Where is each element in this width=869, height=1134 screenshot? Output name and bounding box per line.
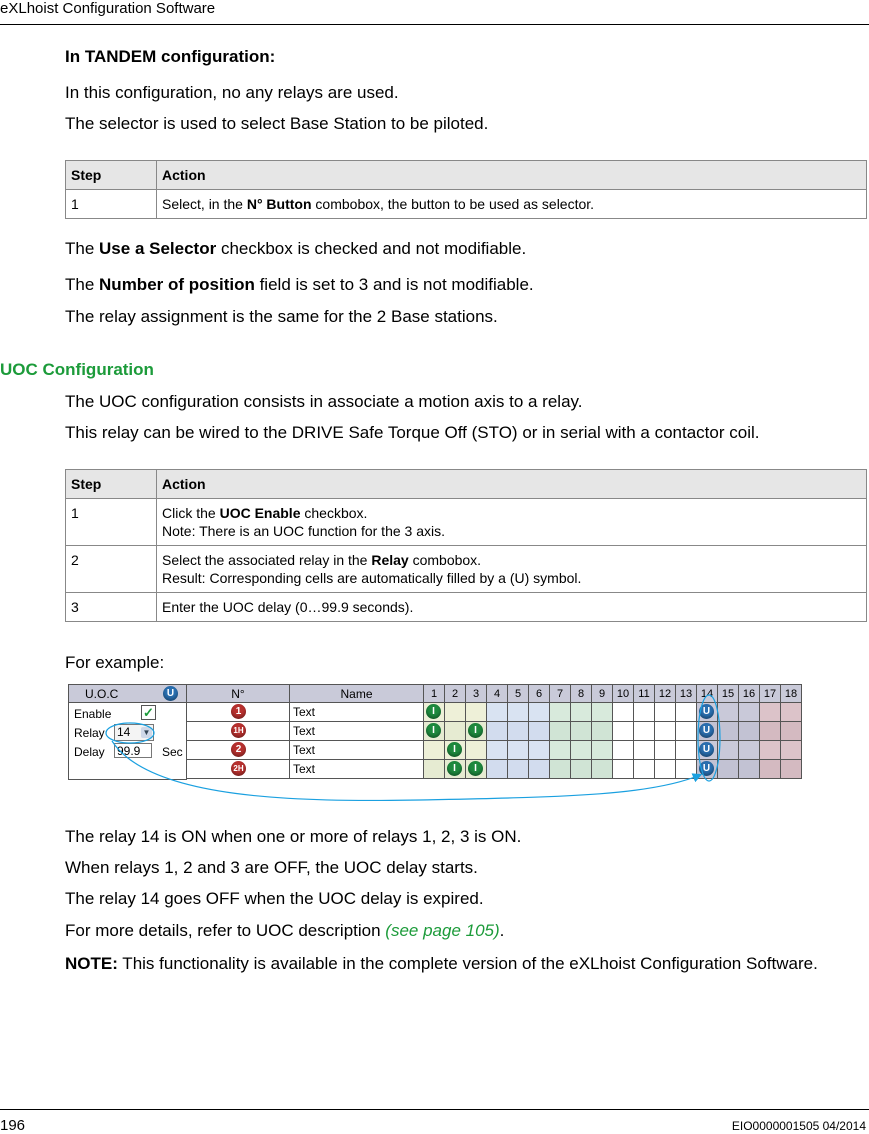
row-number-cell	[187, 703, 290, 722]
relay-cell[interactable]	[466, 741, 487, 760]
relay-cell[interactable]	[424, 760, 445, 779]
relay-cell[interactable]	[571, 703, 592, 722]
table-row	[66, 593, 867, 622]
relay-cell[interactable]	[424, 741, 445, 760]
relay-cell[interactable]	[613, 703, 634, 722]
relay-cell[interactable]	[508, 703, 529, 722]
header-rule	[0, 24, 869, 25]
relay-col-header-3: 3	[466, 684, 487, 703]
col-action: Action	[157, 470, 867, 499]
table-row	[66, 546, 867, 593]
relay-cell[interactable]	[739, 760, 760, 779]
relay-cell[interactable]	[445, 760, 466, 779]
relay-cell[interactable]	[781, 722, 802, 741]
step-action: Select, in the N° Button combobox, the button to be used as selector.	[157, 190, 867, 219]
step-action: Click the UOC Enable checkbox. Note: There is an UOC function for the 3 axis.	[157, 499, 867, 546]
relay-cell[interactable]	[487, 703, 508, 722]
relay-cell[interactable]	[634, 741, 655, 760]
relay-col-header-13: 13	[676, 684, 697, 703]
row-badge: 1H	[231, 723, 246, 738]
relay-cell[interactable]	[613, 741, 634, 760]
col-action: Action	[157, 161, 867, 190]
uoc-p1: The UOC configuration consists in associate a motion axis to a relay.	[65, 392, 583, 411]
relay-cell[interactable]	[466, 722, 487, 741]
step-number: 1	[66, 499, 157, 546]
relay-cell[interactable]	[697, 722, 718, 741]
relay-cell[interactable]	[529, 741, 550, 760]
col-name: Name	[290, 684, 424, 703]
uoc-mark: U	[699, 704, 714, 719]
table-row	[66, 190, 867, 219]
relay-col-header-17: 17	[760, 684, 781, 703]
relay-cell[interactable]	[655, 760, 676, 779]
relay-cell[interactable]	[781, 760, 802, 779]
note: NOTE: This functionality is available in the complete version of the eXLhoist Configuration Software.	[65, 954, 818, 973]
relay-cell[interactable]	[592, 760, 613, 779]
relay-cell[interactable]	[676, 722, 697, 741]
relay-cell[interactable]	[739, 703, 760, 722]
relay-on-mark: I	[447, 761, 462, 776]
uoc-mark: U	[699, 742, 714, 757]
relay-cell[interactable]	[634, 722, 655, 741]
relay-cell[interactable]	[718, 741, 739, 760]
relay-on-mark: I	[468, 761, 483, 776]
relay-on-mark: I	[468, 723, 483, 738]
relay-cell[interactable]	[466, 760, 487, 779]
table-row	[66, 499, 867, 546]
sec-label: Sec	[162, 745, 183, 759]
after-p1: The relay 14 is ON when one or more of relays 1, 2, 3 is ON.	[65, 827, 522, 846]
row-name-cell: Text	[290, 722, 424, 741]
relay-col-header-4: 4	[487, 684, 508, 703]
relay-cell[interactable]	[487, 760, 508, 779]
relay-col-header-9: 9	[592, 684, 613, 703]
col-step: Step	[66, 161, 157, 190]
tandem-p2: The selector is used to select Base Station to be piloted.	[65, 114, 489, 133]
col-step: Step	[66, 470, 157, 499]
relay-col-header-14: 14	[697, 684, 718, 703]
chevron-down-icon[interactable]: ▼	[142, 728, 151, 737]
uoc-steps-table	[65, 469, 867, 622]
tandem-p1: In this configuration, no any relays are used.	[65, 83, 399, 102]
relay-cell[interactable]	[739, 741, 760, 760]
uoc-example-grid	[68, 684, 802, 780]
relay-cell[interactable]	[718, 722, 739, 741]
relay-cell[interactable]	[760, 760, 781, 779]
relay-col-header-2: 2	[445, 684, 466, 703]
relay-cell[interactable]	[571, 722, 592, 741]
relay-col-header-1: 1	[424, 684, 445, 703]
step-number: 2	[66, 546, 157, 593]
uoc-title: U.O.C	[85, 687, 119, 701]
tandem-p4: The Number of position field is set to 3 and is not modifiable.	[65, 275, 534, 294]
see-page-link[interactable]: (see page 105)	[385, 921, 500, 940]
relay-cell[interactable]	[592, 741, 613, 760]
relay-cell[interactable]	[508, 760, 529, 779]
relay-cell[interactable]	[445, 741, 466, 760]
relay-cell[interactable]	[508, 741, 529, 760]
delay-input[interactable]: 99.9	[114, 743, 152, 758]
relay-cell[interactable]	[487, 741, 508, 760]
relay-cell[interactable]	[613, 722, 634, 741]
relay-cell[interactable]	[697, 760, 718, 779]
uoc-title-cell	[68, 684, 187, 703]
relay-cell[interactable]	[592, 722, 613, 741]
tandem-p5: The relay assignment is the same for the 2 Base stations.	[65, 307, 498, 326]
relay-cell[interactable]	[760, 722, 781, 741]
uoc-mark: U	[699, 761, 714, 776]
relay-cell[interactable]	[592, 703, 613, 722]
relay-cell[interactable]	[718, 760, 739, 779]
page-number: 196	[0, 1117, 26, 1134]
uoc-enable-checkbox[interactable]: ✓	[141, 705, 156, 720]
relay-cell[interactable]	[550, 760, 571, 779]
enable-label: Enable	[74, 707, 112, 721]
relay-cell[interactable]	[550, 703, 571, 722]
tandem-steps-table	[65, 160, 867, 219]
row-badge: 2H	[231, 761, 246, 776]
relay-cell[interactable]	[445, 703, 466, 722]
relay-cell[interactable]	[529, 760, 550, 779]
running-header: eXLhoist Configuration Software	[0, 0, 216, 17]
relay-col-header-12: 12	[655, 684, 676, 703]
relay-cell[interactable]	[655, 703, 676, 722]
relay-col-header-6: 6	[529, 684, 550, 703]
relay-col-header-11: 11	[634, 684, 655, 703]
relay-cell[interactable]	[529, 703, 550, 722]
relay-col-header-7: 7	[550, 684, 571, 703]
relay-cell[interactable]	[760, 703, 781, 722]
relay-cell[interactable]	[550, 741, 571, 760]
relay-cell[interactable]	[613, 760, 634, 779]
relay-cell[interactable]	[676, 760, 697, 779]
row-name-cell: Text	[290, 760, 424, 779]
row-badge: 2	[231, 742, 246, 757]
uoc-p2: This relay can be wired to the DRIVE Safe Torque Off (STO) or in serial with a contactor coil.	[65, 423, 760, 442]
relay-combobox[interactable]	[114, 724, 154, 741]
step-number: 1	[66, 190, 157, 219]
after-p4: For more details, refer to UOC description (see page 105).	[65, 921, 505, 940]
relay-cell[interactable]	[697, 703, 718, 722]
relay-cell[interactable]	[487, 722, 508, 741]
after-p2: When relays 1, 2 and 3 are OFF, the UOC delay starts.	[65, 858, 478, 877]
row-name-cell: Text	[290, 741, 424, 760]
relay-col-header-5: 5	[508, 684, 529, 703]
row-number-cell	[187, 760, 290, 779]
relay-cell[interactable]	[697, 741, 718, 760]
relay-cell[interactable]	[781, 741, 802, 760]
uoc-settings-panel	[68, 703, 187, 780]
step-action: Select the associated relay in the Relay combobox. Result: Corresponding cells are automatically filled by a (U) symbol.	[157, 546, 867, 593]
doc-reference: EIO0000001505 04/2014	[731, 1119, 866, 1133]
relay-on-mark: I	[447, 742, 462, 757]
relay-cell[interactable]	[445, 722, 466, 741]
relay-col-header-16: 16	[739, 684, 760, 703]
uoc-title-badge: U	[163, 686, 178, 701]
relay-col-header-8: 8	[571, 684, 592, 703]
relay-value: 14	[117, 725, 131, 739]
relay-cell[interactable]	[634, 760, 655, 779]
relay-cell[interactable]	[550, 722, 571, 741]
relay-cell[interactable]	[529, 722, 550, 741]
col-number: N°	[187, 684, 290, 703]
row-badge: 1	[231, 704, 246, 719]
relay-cell[interactable]	[676, 741, 697, 760]
relay-col-header-10: 10	[613, 684, 634, 703]
row-name-cell: Text	[290, 703, 424, 722]
relay-col-header-15: 15	[718, 684, 739, 703]
after-p3: The relay 14 goes OFF when the UOC delay is expired.	[65, 889, 484, 908]
row-number-cell	[187, 722, 290, 741]
relay-cell[interactable]	[718, 703, 739, 722]
relay-cell[interactable]	[571, 760, 592, 779]
relay-col-header-18: 18	[781, 684, 802, 703]
relay-cell[interactable]	[466, 703, 487, 722]
relay-cell[interactable]	[424, 703, 445, 722]
relay-cell[interactable]	[760, 741, 781, 760]
row-number-cell	[187, 741, 290, 760]
delay-label: Delay	[74, 745, 105, 759]
relay-cell[interactable]	[424, 722, 445, 741]
uoc-heading: UOC Configuration	[0, 360, 154, 379]
relay-cell[interactable]	[655, 741, 676, 760]
footer-rule	[0, 1109, 869, 1110]
relay-cell[interactable]	[655, 722, 676, 741]
relay-label: Relay	[74, 726, 105, 740]
relay-cell[interactable]	[571, 741, 592, 760]
step-number: 3	[66, 593, 157, 622]
tandem-p3: The Use a Selector checkbox is checked and not modifiable.	[65, 239, 527, 258]
relay-cell[interactable]	[508, 722, 529, 741]
relay-cell[interactable]	[739, 722, 760, 741]
uoc-mark: U	[699, 723, 714, 738]
relay-on-mark: I	[426, 704, 441, 719]
example-label: For example:	[65, 653, 165, 672]
step-action: Enter the UOC delay (0…99.9 seconds).	[157, 593, 867, 622]
relay-cell[interactable]	[781, 703, 802, 722]
relay-on-mark: I	[426, 723, 441, 738]
relay-cell[interactable]	[676, 703, 697, 722]
relay-cell[interactable]	[634, 703, 655, 722]
tandem-heading: In TANDEM configuration:	[65, 47, 276, 66]
